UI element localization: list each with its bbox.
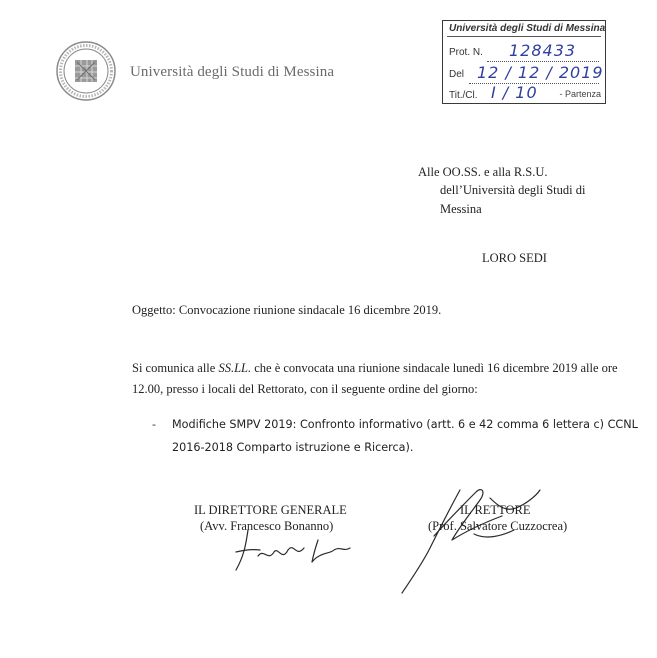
subject-line: Oggetto: Convocazione riunione sindacale 16 dicembre 2019. [132, 303, 442, 317]
stamp-class-value: I / 10 [491, 83, 538, 102]
stamp-class-label: Tit./Cl. [449, 90, 478, 101]
stamp-prot-value: 128433 [509, 41, 577, 60]
recipient-line-2: dell’Università degli Studi di [440, 183, 586, 197]
stamp-direction: - Partenza [559, 89, 601, 99]
stamp-prot-label: Prot. N. [449, 47, 483, 58]
body-text-emphasis: SS.LL. [218, 361, 252, 375]
institution-name: Università degli Studi di Messina [130, 64, 335, 80]
university-seal-icon [55, 40, 117, 102]
recipient-line-1: Alle OO.SS. e alla R.S.U. [418, 165, 548, 179]
recipient-line-3: Messina [440, 202, 482, 216]
stamp-date-value: 12 / 12 / 2019 [477, 63, 604, 82]
rector-signature [390, 478, 550, 598]
stamp-prot-line [487, 61, 599, 62]
stamp-date-label: Del [449, 69, 465, 80]
body-paragraph-line-1 [132, 361, 618, 376]
agenda-item-line-2: 2016-2018 Comparto istruzione e Ricerca). [172, 441, 414, 454]
loro-sedi: LORO SEDI [482, 251, 547, 265]
director-title: IL DIRETTORE GENERALE [194, 503, 347, 517]
agenda-bullet: - [152, 418, 156, 431]
stamp-title: Università degli Studi di Messina [449, 23, 606, 34]
body-text-after: che è convocata una riunione sindacale lunedì 16 dicembre 2019 alle ore [251, 361, 618, 375]
body-text-before: Si comunica alle [132, 361, 219, 375]
agenda-item-line-1: Modifiche SMPV 2019: Confronto informativo (artt. 6 e 42 comma 6 lettera c) CCNL [172, 418, 638, 431]
protocol-stamp [442, 20, 606, 104]
body-paragraph-line-2: 12.00, presso i locali del Rettorato, con il seguente ordine del giorno: [132, 382, 478, 396]
director-signature [230, 522, 360, 582]
rector-name: (Prof. Salvatore Cuzzocrea) [428, 519, 568, 533]
stamp-divider [447, 36, 601, 37]
director-name: (Avv. Francesco Bonanno) [200, 519, 334, 533]
rector-title: IL RETTORE [460, 503, 531, 517]
